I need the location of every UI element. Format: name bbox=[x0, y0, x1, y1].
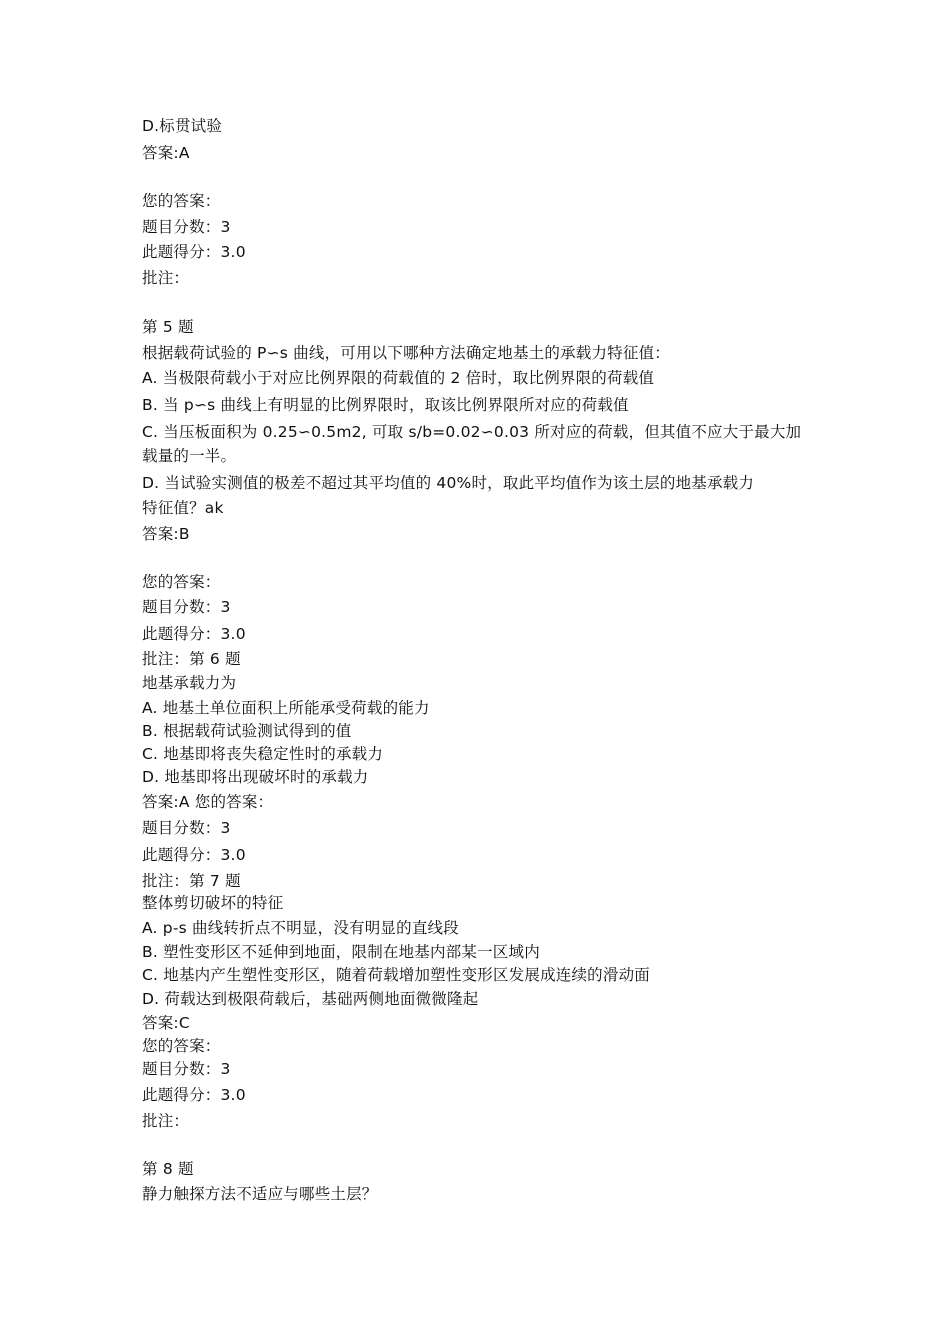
question-6-text: 地基承载力为 bbox=[142, 674, 237, 692]
question-6-option-a: A. 地基土单位面积上所能承受荷载的能力 bbox=[142, 699, 430, 717]
question-5-option-c: C. 当压板面积为 0.25∽0.5m2, 可取 s/b=0.02∽0.03 所对应的荷载，但其值不应大于最大加 bbox=[142, 423, 802, 441]
question-5-text: 根据载荷试验的 P∽s 曲线，可用以下哪种方法确定地基土的承载力特征值： bbox=[142, 344, 670, 362]
question-5-earned-score: 此题得分：3.0 bbox=[142, 625, 246, 643]
question-5-answer: 答案:B bbox=[142, 525, 190, 543]
question-7-comment: 批注： bbox=[142, 1112, 190, 1130]
question-5-option-d: D. 当试验实测值的极差不超过其平均值的 40%时，取此平均值作为该土层的地基承载力 bbox=[142, 474, 755, 492]
question-7-your-answer: 您的答案： bbox=[142, 1037, 221, 1055]
question-7-option-d: D. 荷载达到极限荷载后，基础两侧地面微微隆起 bbox=[142, 990, 479, 1008]
question-8-text: 静力触探方法不适应与哪些土层？ bbox=[142, 1185, 378, 1203]
question-5-option-a: A. 当极限荷载小于对应比例界限的荷载值的 2 倍时，取比例界限的荷载值 bbox=[142, 369, 655, 387]
question-6-option-c: C. 地基即将丧失稳定性时的承载力 bbox=[142, 745, 384, 763]
question-7-option-a: A. p-s 曲线转折点不明显，没有明显的直线段 bbox=[142, 919, 459, 937]
question-7-text: 整体剪切破坏的特征 bbox=[142, 894, 284, 912]
your-answer-line: 您的答案： bbox=[142, 192, 221, 210]
option-d-line: D.标贯试验 bbox=[142, 117, 223, 135]
question-5-option-b: B. 当 p∽s 曲线上有明显的比例界限时，取该比例界限所对应的荷载值 bbox=[142, 396, 629, 414]
question-5-comment-question-6-number: 批注：第 6 题 bbox=[142, 650, 241, 668]
question-7-option-c: C. 地基内产生塑性变形区，随着荷载增加塑性变形区发展成连续的滑动面 bbox=[142, 966, 650, 984]
question-5-option-d-continued: 特征值？ak bbox=[142, 499, 224, 517]
question-5-your-answer: 您的答案： bbox=[142, 573, 221, 591]
question-7-option-b: B. 塑性变形区不延伸到地面，限制在地基内部某一区域内 bbox=[142, 943, 540, 961]
question-5-score: 题目分数：3 bbox=[142, 598, 231, 616]
question-6-score: 题目分数：3 bbox=[142, 819, 231, 837]
question-7-earned-score: 此题得分：3.0 bbox=[142, 1086, 246, 1104]
question-8-number: 第 8 题 bbox=[142, 1160, 194, 1178]
question-7-answer: 答案:C bbox=[142, 1014, 190, 1032]
question-5-option-c-continued: 载量的一半。 bbox=[142, 447, 237, 465]
question-5-number: 第 5 题 bbox=[142, 318, 194, 336]
question-6-option-d: D. 地基即将出现破坏时的承载力 bbox=[142, 768, 369, 786]
question-6-comment-question-7-number: 批注：第 7 题 bbox=[142, 872, 241, 890]
question-6-earned-score: 此题得分：3.0 bbox=[142, 846, 246, 864]
earned-score-line: 此题得分：3.0 bbox=[142, 243, 246, 261]
question-6-option-b: B. 根据载荷试验测试得到的值 bbox=[142, 722, 352, 740]
answer-line: 答案:A bbox=[142, 144, 190, 162]
question-6-answer: 答案:A 您的答案： bbox=[142, 793, 274, 811]
question-score-line: 题目分数：3 bbox=[142, 218, 231, 236]
question-7-score: 题目分数：3 bbox=[142, 1060, 231, 1078]
comment-line: 批注： bbox=[142, 269, 190, 287]
